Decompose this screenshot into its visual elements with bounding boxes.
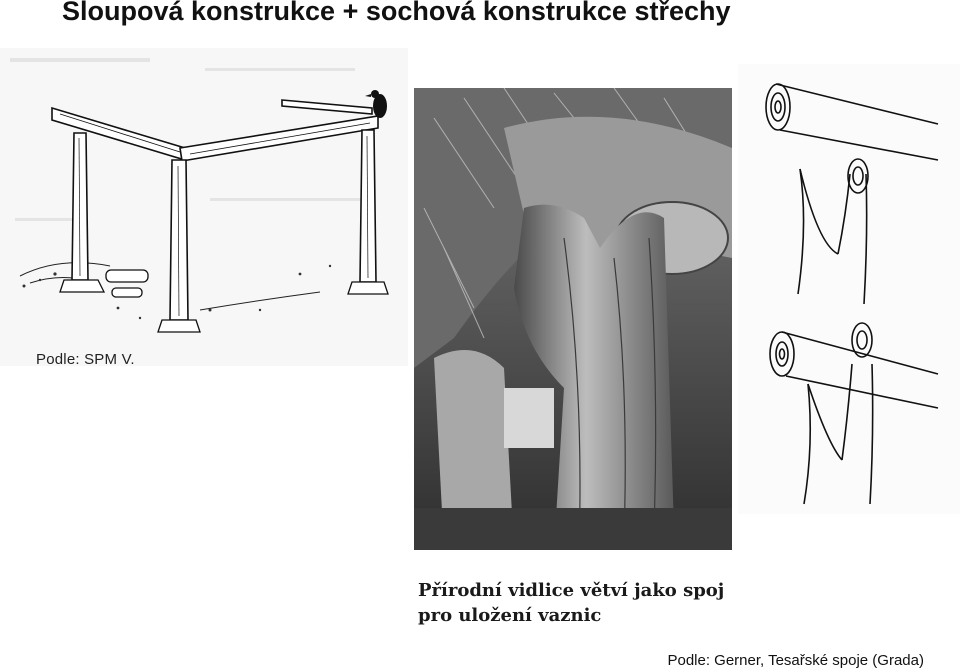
forked-timber-photo-icon — [414, 88, 732, 550]
footer-source: Podle: Gerner, Tesařské spoje (Grada) — [667, 652, 924, 669]
forked-branch-joint-diagram-icon — [738, 64, 960, 514]
forked-branch-joint-diagram — [738, 64, 960, 514]
photo-caption — [418, 578, 724, 628]
left-figure-source: Podle: SPM V. — [36, 352, 135, 366]
post-and-beam-sketch — [0, 48, 408, 366]
post-and-beam-sketch-icon — [0, 48, 408, 366]
photo-caption-line-2: pro uložení vaznic — [418, 605, 602, 626]
forked-timber-photo — [414, 88, 732, 550]
photo-caption-line-1: Přírodní vidlice větví jako spoj — [418, 580, 725, 601]
slide-title: Sloupová konstrukce + sochová konstrukce střechy — [62, 0, 731, 26]
